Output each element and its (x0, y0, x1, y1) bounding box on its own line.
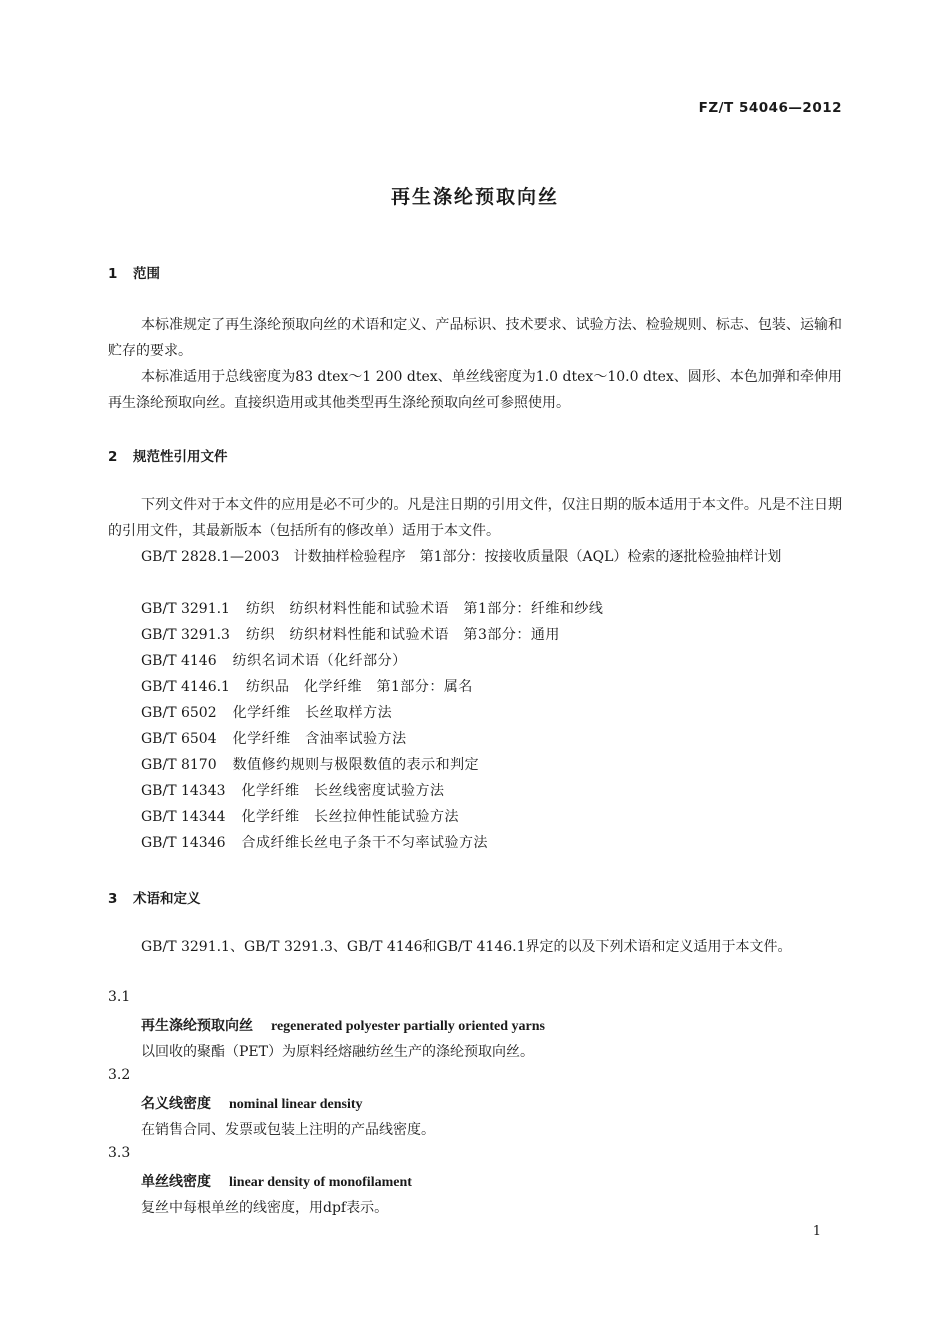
term-definition: 复丝中每根单丝的线密度，用dpf表示。 (141, 1200, 389, 1216)
reference-item (141, 702, 392, 722)
reference-item (141, 754, 479, 774)
reference-item (141, 624, 560, 644)
section-heading-normative-references (108, 445, 228, 465)
section-number: 3 (108, 891, 118, 907)
reference-title: 数值修约规则与极限数值的表示和判定 (232, 757, 480, 773)
term-definition: 在销售合同、发票或包装上注明的产品线密度。 (141, 1122, 435, 1138)
term-definition: 以回收的聚酯（PET）为原料经熔融纺丝生产的涤纶预取向丝。 (141, 1044, 534, 1060)
reference-code: GB/T 14343 (141, 783, 226, 799)
section-title: 范围 (133, 266, 160, 282)
reference-code: GB/T 4146 (141, 653, 217, 669)
reference-title: 纺织品 化学纤维 第1部分：属名 (245, 679, 473, 695)
paragraph: 本标准适用于总线密度为83 dtex～1 200 dtex、单丝线密度为1.0 dtex～10.0 dtex、圆形、本色加弹和牵伸用再生涤纶预取向丝。直接织造用或其他类型再生涤纶预取向丝可参照使用。 (108, 369, 842, 411)
reference-code: GB/T 8170 (141, 757, 217, 773)
term-english: linear density of monofilament (229, 1175, 412, 1190)
reference-item (141, 780, 445, 800)
reference-code: GB/T 3291.1 (141, 601, 230, 617)
term-chinese: 单丝线密度 (141, 1174, 211, 1190)
reference-code: GB/T 3291.3 (141, 627, 230, 643)
reference-item: GB/T 2828.1—2003 计数抽样检验程序 第1部分：按接收质量限（AQL）检索的逐批检验抽样计划 (141, 549, 782, 565)
clause-number: 3.2 (108, 1067, 131, 1083)
reference-item (141, 676, 473, 696)
section-title: 规范性引用文件 (133, 449, 228, 465)
reference-title: 化学纤维 长丝线密度试验方法 (241, 783, 445, 799)
page-title: 再生涤纶预取向丝 (390, 186, 559, 208)
reference-title: 化学纤维 含油率试验方法 (232, 731, 407, 747)
term-chinese: 名义线密度 (141, 1096, 211, 1112)
reference-item (141, 832, 488, 852)
paragraph: 本标准规定了再生涤纶预取向丝的术语和定义、产品标识、技术要求、试验方法、检验规则、标志、包装、运输和贮存的要求。 (108, 317, 842, 359)
reference-item (141, 598, 603, 618)
term-chinese: 再生涤纶预取向丝 (141, 1018, 253, 1034)
reference-code: GB/T 6504 (141, 731, 217, 747)
standard-code: FZ/T 54046—2012 (698, 100, 842, 116)
section-title: 术语和定义 (133, 891, 201, 907)
reference-code: GB/T 14344 (141, 809, 226, 825)
reference-item (141, 806, 459, 826)
paragraph: GB/T 3291.1、GB/T 3291.3、GB/T 4146和GB/T 4146.1界定的以及下列术语和定义适用于本文件。 (141, 939, 792, 955)
reference-item (141, 728, 407, 748)
reference-title: 纺织名词术语（化纤部分） (232, 653, 407, 669)
reference-title: 化学纤维 长丝取样方法 (232, 705, 393, 721)
section-number: 1 (108, 266, 118, 282)
section-heading-terms-definitions (108, 887, 201, 907)
term-english: nominal linear density (229, 1097, 363, 1112)
paragraph: 下列文件对于本文件的应用是必不可少的。凡是注日期的引用文件，仅注日期的版本适用于本文件。凡是不注日期的引用文件，其最新版本（包括所有的修改单）适用于本文件。 (108, 497, 842, 539)
section-heading-scope (108, 262, 160, 282)
reference-title: 合成纤维长丝电子条干不匀率试验方法 (241, 835, 489, 851)
term-entry (141, 1171, 412, 1191)
term-entry (141, 1015, 545, 1035)
reference-title: 化学纤维 长丝拉伸性能试验方法 (241, 809, 460, 825)
reference-code: GB/T 14346 (141, 835, 226, 851)
section-number: 2 (108, 449, 118, 465)
reference-item (141, 650, 407, 670)
clause-number: 3.1 (108, 989, 131, 1005)
term-english: regenerated polyester partially oriented yarns (271, 1019, 545, 1034)
reference-title: 纺织 纺织材料性能和试验术语 第3部分：通用 (245, 627, 560, 643)
reference-code: GB/T 6502 (141, 705, 217, 721)
reference-code: GB/T 4146.1 (141, 679, 230, 695)
clause-number: 3.3 (108, 1145, 131, 1161)
page-number: 1 (812, 1224, 821, 1239)
reference-title: 纺织 纺织材料性能和试验术语 第1部分：纤维和纱线 (245, 601, 604, 617)
term-entry (141, 1093, 363, 1113)
